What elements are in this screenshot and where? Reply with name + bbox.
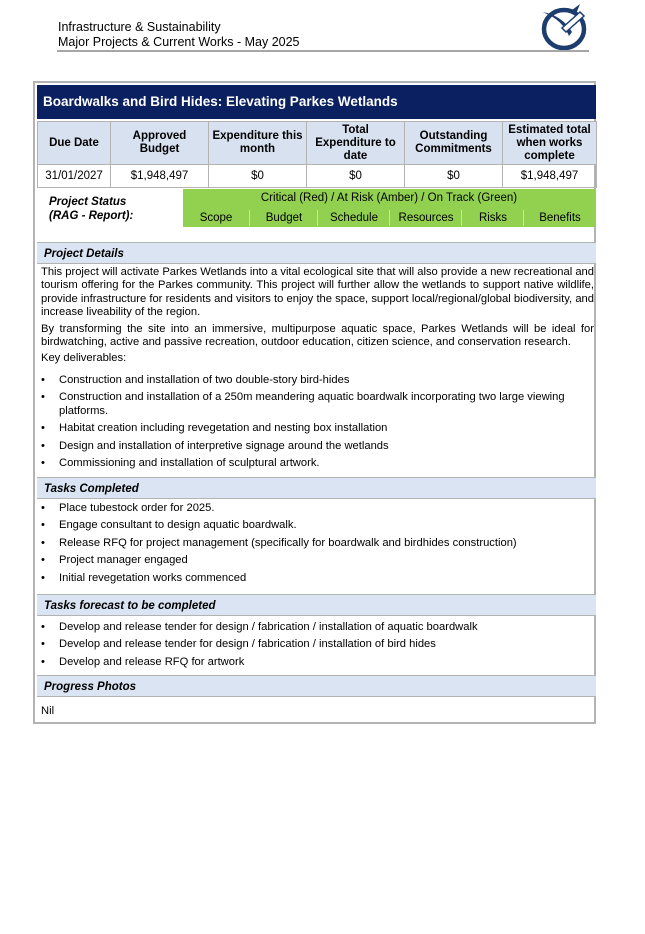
list-item: • Engage consultant to design aquatic boardwalk.: [41, 519, 594, 532]
council-logo-icon: [536, 2, 592, 52]
rag-budget: Budget: [249, 210, 318, 226]
list-item: • Project manager engaged: [41, 554, 594, 567]
list-item: • Construction and installation of two double-story bird-hides: [41, 374, 594, 387]
status-label-line-2: (RAG - Report):: [49, 210, 134, 222]
rag-legend: Critical (Red) / At Risk (Amber) / On Track (Green): [260, 192, 518, 204]
deliverables-label: Key deliverables:: [41, 352, 127, 365]
header-line-1: Infrastructure & Sustainability: [58, 20, 221, 34]
details-paragraph-1: This project will activate Parkes Wetlands into a vital ecological site that will also provide a new recreational and tourism offering for the Parkes community. This project will further allow the wetlands to support native wildlife, provide infrastructure for residents and visitors to enjoy the space, support local/regional/global biodiversity, and increase liveability of the region.: [41, 266, 594, 319]
finance-header-expenditure-month: Expenditure this month: [209, 122, 307, 165]
list-item: • Develop and release tender for design / fabrication / installation of aquatic boardwalk: [41, 621, 594, 634]
list-item: • Initial revegetation works commenced: [41, 572, 594, 585]
progress-photos-value: Nil: [41, 705, 55, 717]
section-project-details: Project Details: [37, 242, 596, 264]
rag-risks: Risks: [461, 210, 524, 226]
rag-benefits: Benefits: [523, 210, 596, 226]
header-rule: [57, 50, 589, 52]
list-item: • Commissioning and installation of sculptural artwork.: [41, 457, 594, 470]
list-item: • Develop and release RFQ for artwork: [41, 656, 594, 669]
rag-resources: Resources: [389, 210, 462, 226]
tasks-forecast-list: [41, 621, 594, 669]
rag-categories: [183, 210, 595, 226]
section-progress-photos: Progress Photos: [37, 675, 596, 697]
finance-header-row: [38, 122, 597, 165]
header-line-2: Major Projects & Current Works - May 2025: [58, 35, 300, 49]
section-tasks-completed: Tasks Completed: [37, 477, 596, 499]
tasks-completed-list: [41, 502, 594, 585]
finance-header-estimated-total: Estimated total when works complete: [503, 122, 597, 165]
project-title: Boardwalks and Bird Hides: Elevating Parkes Wetlands: [37, 85, 596, 119]
rag-schedule: Schedule: [317, 210, 390, 226]
project-status-label: [49, 195, 133, 223]
finance-value-row: [38, 165, 597, 188]
project-card: [33, 81, 596, 724]
list-item: • Place tubestock order for 2025.: [41, 502, 594, 515]
list-item: • Design and installation of interpretive signage around the wetlands: [41, 440, 594, 453]
finance-header-total-expenditure: Total Expenditure to date: [307, 122, 405, 165]
finance-outstanding: $0: [405, 165, 503, 188]
details-paragraph-2: By transforming the site into an immersive, multipurpose aquatic space, Parkes Wetlands will be ideal for birdwatching, active and passive recreation, outdoor education, citizen science, and conservation research.: [41, 322, 594, 349]
section-tasks-forecast: Tasks forecast to be completed: [37, 594, 596, 616]
page-header: [58, 20, 300, 50]
finance-estimated-total: $1,948,497: [503, 165, 597, 188]
finance-approved-budget: $1,948,497: [111, 165, 209, 188]
rag-status-panel: [183, 189, 595, 227]
finance-due-date: 31/01/2027: [38, 165, 111, 188]
list-item: • Release RFQ for project management (specifically for boardwalk and birdhides construction): [41, 537, 594, 550]
finance-total-expenditure: $0: [307, 165, 405, 188]
status-label-line-1: Project Status: [49, 196, 127, 208]
deliverables-list: [41, 374, 594, 470]
list-item: • Develop and release tender for design / fabrication / installation of bird hides: [41, 638, 594, 651]
finance-header-approved-budget: Approved Budget: [111, 122, 209, 165]
list-item: • Construction and installation of a 250m meandering aquatic boardwalk incorporating two large viewing platforms.: [41, 391, 594, 418]
finance-header-outstanding: Outstanding Commitments: [405, 122, 503, 165]
finance-table: [37, 121, 597, 188]
finance-expenditure-month: $0: [209, 165, 307, 188]
rag-scope: Scope: [199, 212, 233, 224]
list-item: • Habitat creation including revegetation and nesting box installation: [41, 422, 594, 435]
finance-header-due-date: Due Date: [38, 122, 111, 165]
project-details-body: [41, 266, 594, 366]
